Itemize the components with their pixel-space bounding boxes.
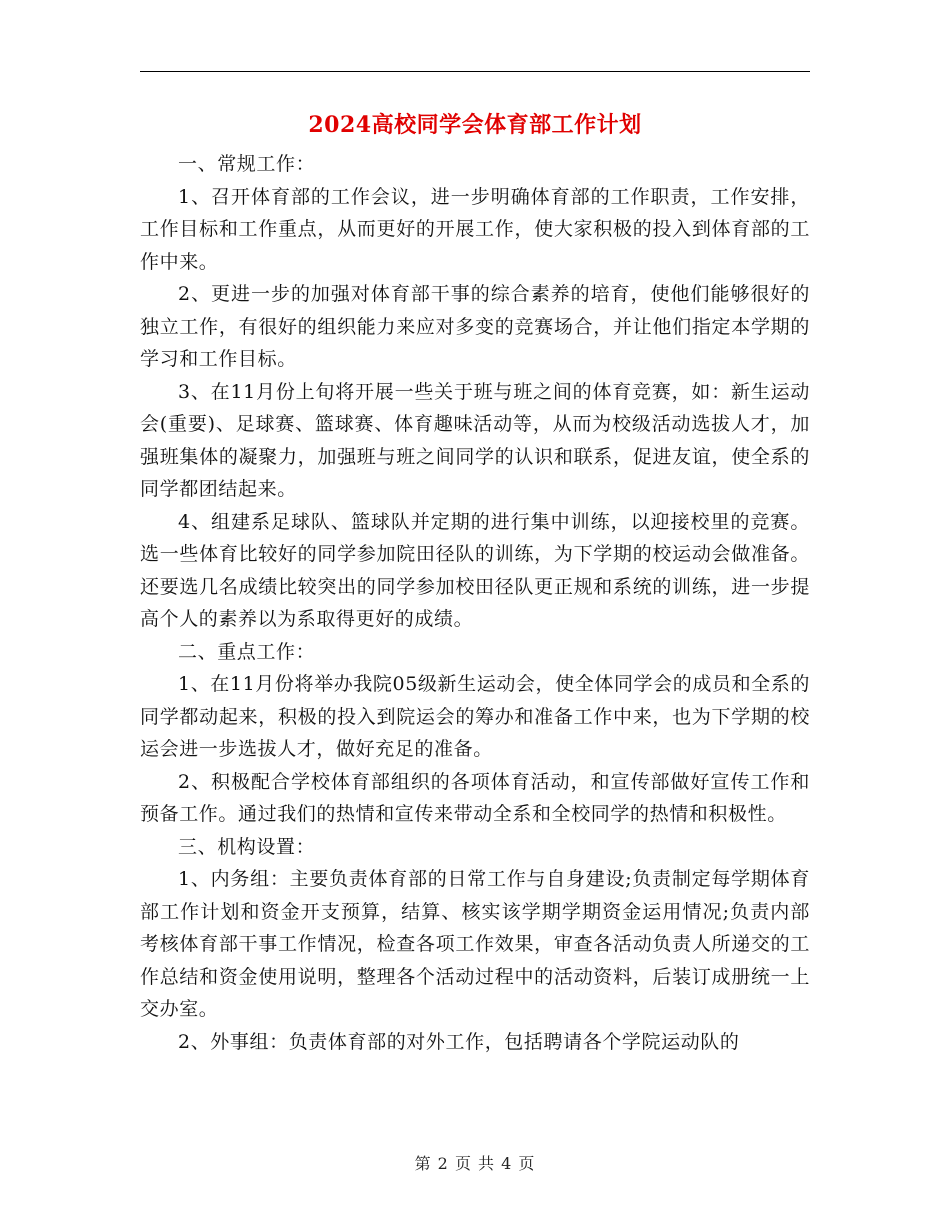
paragraph: 2、外事组：负责体育部的对外工作，包括聘请各个学院运动队的 xyxy=(178,1030,740,1053)
paragraph: 4、组建系足球队、篮球队并定期的进行集中训练，以迎接校里的竞赛。选一些体育比较好的同学参加院田径队的训练，为下学期的校运动会做准备。还要选几名成绩比较突出的同学参加校田径队更正规和系统的训练，进一步提高个人的素养以为系取得更好的成绩。 xyxy=(140,510,810,630)
page-number-footer: 第 2 页 共 4 页 xyxy=(414,1154,536,1173)
document-body xyxy=(140,148,810,1058)
header-rule xyxy=(140,71,810,72)
section-heading-organization: 三、机构设置： xyxy=(178,835,316,858)
paragraph: 2、积极配合学校体育部组织的各项体育活动，和宣传部做好宣传工作和预备工作。通过我们的热情和宣传来带动全系和全校同学的热情和积极性。 xyxy=(140,770,810,825)
section-heading-routine: 一、常规工作： xyxy=(178,153,316,175)
paragraph: 3、在11月份上旬将开展一些关于班与班之间的体育竞赛，如：新生运动会(重要)、足球赛、篮球赛、体育趣味活动等，从而为校级活动选拔人才，加强班集体的凝聚力，加强班与班之间同学的认识和联系，促进友谊，使全系的同学都团结起来。 xyxy=(140,380,810,500)
paragraph: 1、在11月份将举办我院05级新生运动会，使全体同学会的成员和全系的同学都动起来，积极的投入到院运会的筹办和准备工作中来，也为下学期的校运会进一步选拔人才，做好充足的准备。 xyxy=(140,673,810,760)
paragraph: 2、更进一步的加强对体育部干事的综合素养的培育，使他们能够很好的独立工作，有很好的组织能力来应对多变的竞赛场合，并让他们指定本学期的学习和工作目标。 xyxy=(140,283,810,370)
section-heading-key-work: 二、重点工作： xyxy=(178,640,316,663)
document-title: 2024高校同学会体育部工作计划 xyxy=(308,112,642,138)
paragraph: 1、内务组：主要负责体育部的日常工作与自身建设;负责制定每学期体育部工作计划和资金开支预算，结算、核实该学期学期资金运用情况;负责内部考核体育部干事工作情况，检查各项工作效果，审查各活动负责人所递交的工作总结和资金使用说明，整理各个活动过程中的活动资料，后装订成册统一上交办室。 xyxy=(140,868,810,1020)
paragraph: 1、召开体育部的工作会议，进一步明确体育部的工作职责，工作安排，工作目标和工作重点，从而更好的开展工作，使大家积极的投入到体育部的工作中来。 xyxy=(140,185,810,273)
